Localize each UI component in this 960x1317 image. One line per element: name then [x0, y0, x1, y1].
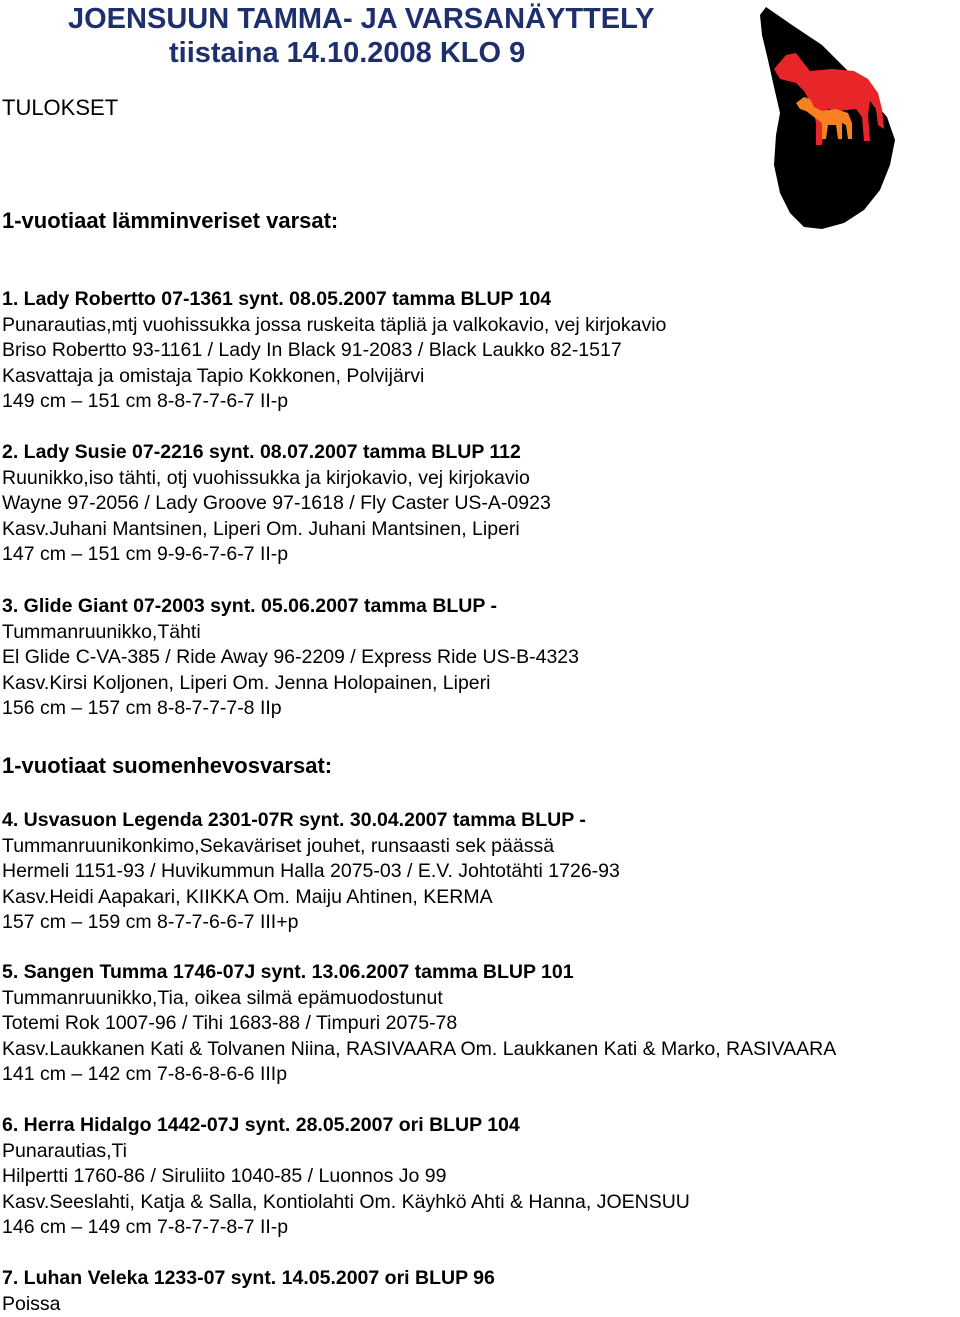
entry-2 [2, 440, 958, 568]
entry-pedigree: Hermeli 1151-93 / Huvikummun Halla 2075-03 / E.V. Johtotähti 1726-93 [2, 859, 958, 885]
entry-measures: 157 cm – 159 cm 8-7-7-6-6-7 III+p [2, 910, 958, 936]
entry-color: Tummanruunikko,Tähti [2, 620, 958, 646]
entry-5 [2, 960, 958, 1088]
entry-pedigree: El Glide C-VA-385 / Ride Away 96-2209 / Express Ride US-B-4323 [2, 645, 958, 671]
entry-owner: Kasvattaja ja omistaja Tapio Kokkonen, Polvijärvi [2, 364, 958, 390]
entry-pedigree: Wayne 97-2056 / Lady Groove 97-1618 / Fly Caster US-A-0923 [2, 491, 958, 517]
entry-head: 7. Luhan Veleka 1233-07 synt. 14.05.2007 ori BLUP 96 [2, 1266, 958, 1292]
entry-head: 1. Lady Robertto 07-1361 synt. 08.05.2007 tamma BLUP 104 [2, 287, 958, 313]
horse-and-foal-logo-icon [752, 5, 898, 231]
entry-head: 5. Sangen Tumma 1746-07J synt. 13.06.2007 tamma BLUP 101 [2, 960, 958, 986]
entry-pedigree: Briso Robertto 93-1161 / Lady In Black 91-2083 / Black Laukko 82-1517 [2, 338, 958, 364]
entry-6 [2, 1113, 958, 1241]
results-label: TULOKSET [2, 95, 118, 121]
entry-owner: Kasv.Kirsi Koljonen, Liperi Om. Jenna Holopainen, Liperi [2, 671, 958, 697]
entry-color: Tummanruunikko,Tia, oikea silmä epämuodostunut [2, 986, 958, 1012]
entry-color: Ruunikko,iso tähti, otj vuohissukka ja kirjokavio, vej kirjokavio [2, 466, 958, 492]
entry-measures: 141 cm – 142 cm 7-8-6-8-6-6 IIIp [2, 1062, 958, 1088]
entry-color: Punarautias,Ti [2, 1139, 958, 1165]
entry-owner: Kasv.Heidi Aapakari, KIIKKA Om. Maiju Ahtinen, KERMA [2, 885, 958, 911]
entry-owner: Kasv.Juhani Mantsinen, Liperi Om. Juhani Mantsinen, Liperi [2, 517, 958, 543]
title-line-1: JOENSUUN TAMMA- JA VARSANÄYTTELY [68, 3, 655, 35]
entry-head: 2. Lady Susie 07-2216 synt. 08.07.2007 tamma BLUP 112 [2, 440, 958, 466]
entry-measures: 147 cm – 151 cm 9-9-6-7-6-7 II-p [2, 542, 958, 568]
entry-color: Punarautias,mtj vuohissukka jossa ruskeita täpliä ja valkokavio, vej kirjokavio [2, 313, 958, 339]
entry-head: 4. Usvasuon Legenda 2301-07R synt. 30.04.2007 tamma BLUP - [2, 808, 958, 834]
title-line-2: tiistaina 14.10.2008 KLO 9 [68, 36, 655, 70]
entry-1 [2, 287, 958, 415]
entry-head: 3. Glide Giant 07-2003 synt. 05.06.2007 tamma BLUP - [2, 594, 958, 620]
entry-pedigree: Hilpertti 1760-86 / Siruliito 1040-85 / Luonnos Jo 99 [2, 1164, 958, 1190]
entry-3 [2, 594, 958, 722]
entry-owner: Kasv.Seeslahti, Katja & Salla, Kontiolahti Om. Käyhkö Ahti & Hanna, JOENSUU [2, 1190, 958, 1216]
section-heading-finnhorse: 1-vuotiaat suomenhevosvarsat: [2, 753, 332, 779]
entry-owner: Kasv.Laukkanen Kati & Tolvanen Niina, RASIVAARA Om. Laukkanen Kati & Marko, RASIVAARA [2, 1037, 958, 1063]
entry-color: Poissa [2, 1292, 958, 1317]
entry-4 [2, 808, 958, 936]
entry-measures: 149 cm – 151 cm 8-8-7-7-6-7 II-p [2, 389, 958, 415]
entry-pedigree: Totemi Rok 1007-96 / Tihi 1683-88 / Timpuri 2075-78 [2, 1011, 958, 1037]
section-heading-warmblood: 1-vuotiaat lämminveriset varsat: [2, 208, 338, 234]
entry-measures: 156 cm – 157 cm 8-8-7-7-7-8 IIp [2, 696, 958, 722]
entry-head: 6. Herra Hidalgo 1442-07J synt. 28.05.2007 ori BLUP 104 [2, 1113, 958, 1139]
entry-color: Tummanruunikonkimo,Sekaväriset jouhet, runsaasti sek päässä [2, 834, 958, 860]
entry-measures: 146 cm – 149 cm 7-8-7-7-8-7 II-p [2, 1215, 958, 1241]
entry-7 [2, 1266, 958, 1317]
page-title [68, 2, 655, 70]
